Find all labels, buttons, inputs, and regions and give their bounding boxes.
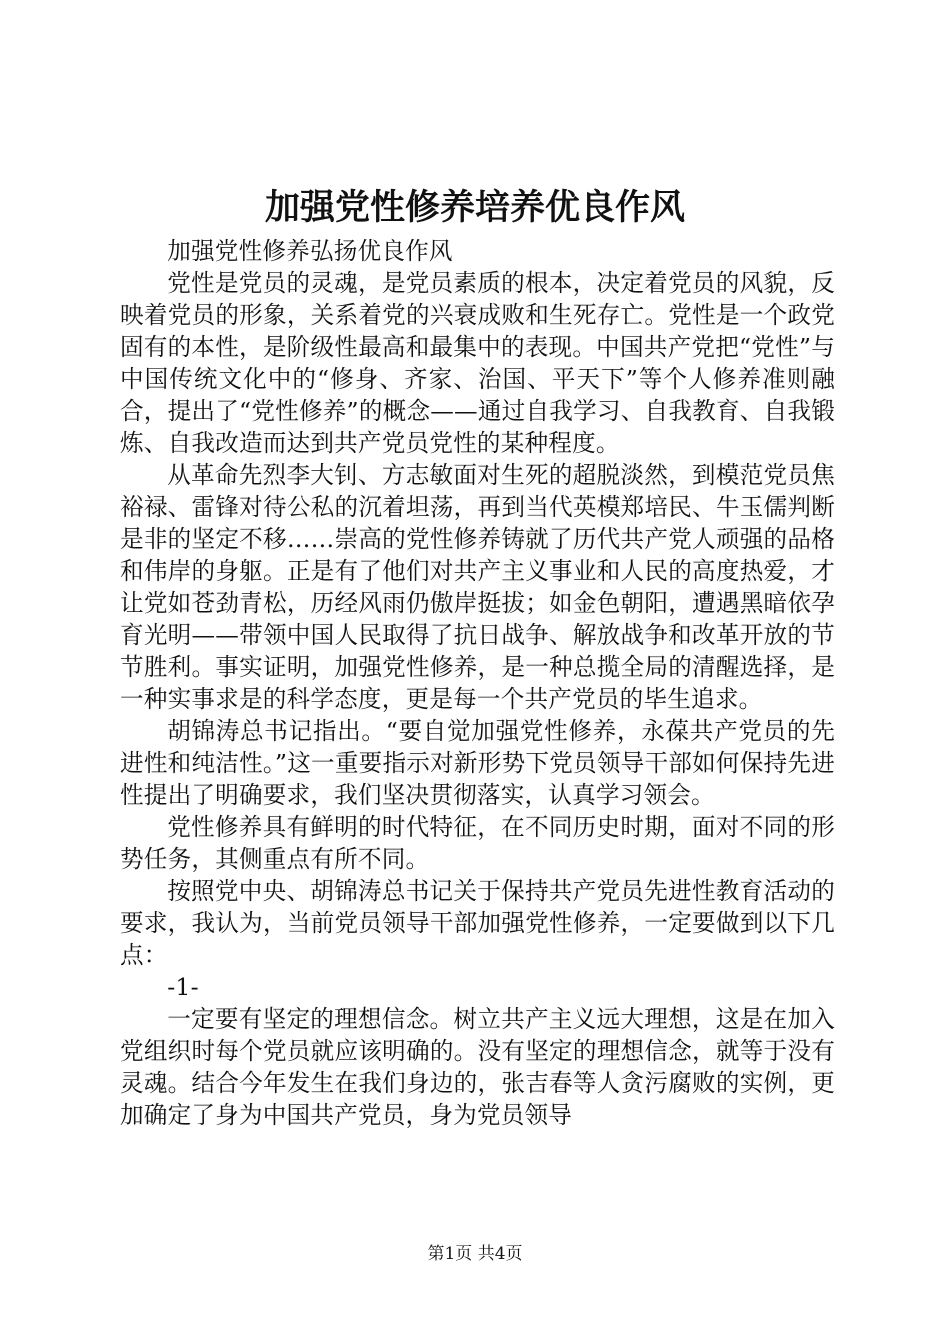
paragraph: 党性修养具有鲜明的时代特征，在不同历史时期，面对不同的形势任务，其侧重点有所不同。 xyxy=(120,813,835,873)
paragraph: 按照党中央、胡锦涛总书记关于保持共产党员先进性教育活动的要求，我认为，当前党员领导干部加强党性修养，一定要做到以下几点： xyxy=(120,877,835,969)
paragraph: 党性是党员的灵魂，是党员素质的根本，决定着党员的风貌，反映着党员的形象，关系着党的兴衰成败和生死存亡。党性是一个政党固有的本性，是阶级性最高和最集中的表现。中国共产党把“党性”与中国传统文化中的“修身、齐家、治国、平天下”等个人修养准则融合，提出了“党性修养”的概念——通过自我学习、自我教育、自我锻炼、自我改造而达到共产党员党性的某种程度。 xyxy=(120,269,835,457)
inline-page-marker: -1- xyxy=(167,973,199,1001)
paragraph-subtitle: 加强党性修养弘扬优良作风 xyxy=(167,237,453,265)
document-body xyxy=(120,235,835,1131)
paragraph: 一定要有坚定的理想信念。树立共产主义远大理想，这是在加入党组织时每个党员就应该明确的。没有坚定的理想信念，就等于没有灵魂。结合今年发生在我们身边的，张吉春等人贪污腐败的实例，更加确定了身为中国共产党员，身为党员领导 xyxy=(120,1005,835,1129)
page-footer: 第1页 共4页 xyxy=(427,1244,523,1264)
paragraph: 胡锦涛总书记指出。“要自觉加强党性修养，永葆共产党员的先进性和纯洁性。”这一重要指示对新形势下党员领导干部如何保持先进性提出了明确要求，我们坚决贯彻落实，认真学习领会。 xyxy=(120,717,835,809)
paragraph: 从革命先烈李大钊、方志敏面对生死的超脱淡然，到模范党员焦裕禄、雷锋对待公私的沉着坦荡，再到当代英模郑培民、牛玉儒判断是非的坚定不移……崇高的党性修养铸就了历代共产党人顽强的品格和伟岸的身躯。正是有了他们对共产主义事业和人民的高度热爱，才让党如苍劲青松，历经风雨仍傲岸挺拔；如金色朝阳，遭遇黑暗依孕育光明——带领中国人民取得了抗日战争、解放战争和改革开放的节节胜利。事实证明，加强党性修养，是一种总揽全局的清醒选择，是一种实事求是的科学态度，更是每一个共产党员的毕生追求。 xyxy=(120,461,835,713)
document-title: 加强党性修养培养优良作风 xyxy=(264,187,685,228)
